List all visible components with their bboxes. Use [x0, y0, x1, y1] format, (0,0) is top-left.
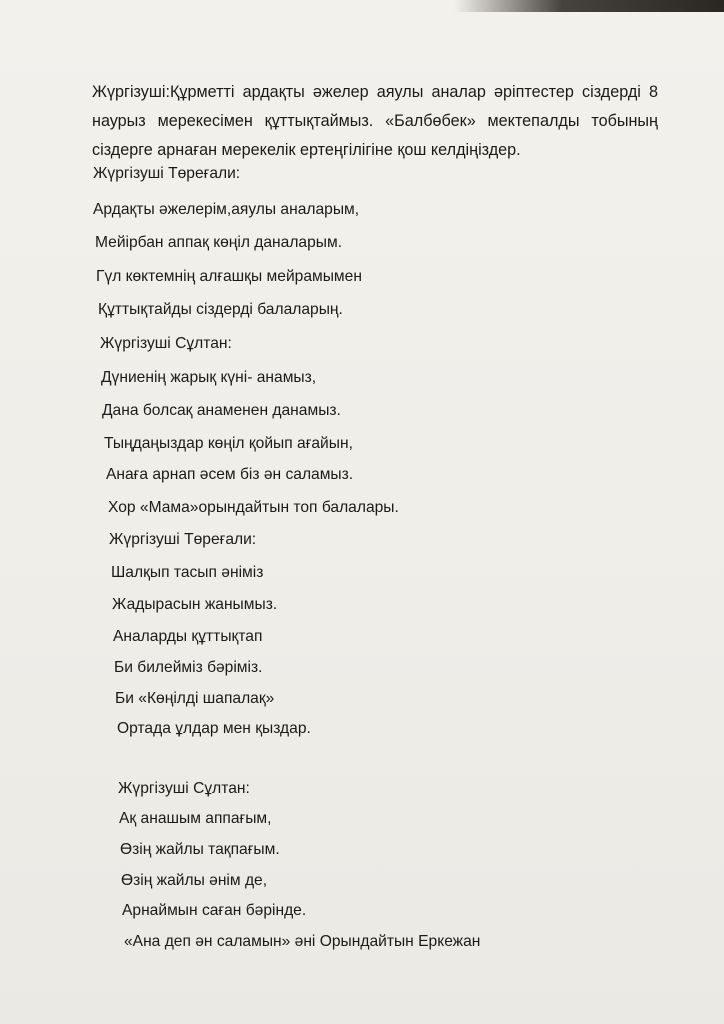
- poem-line: Ақ анашым аппағым,: [119, 810, 272, 827]
- poem-line: Дана болсақ анаменен данамыз.: [102, 402, 341, 419]
- performance-line: Би «Көңілді шапалақ»: [115, 690, 275, 707]
- scan-edge-shadow: [454, 0, 724, 12]
- poem-line: Мейірбан аппақ көңіл даналарым.: [95, 234, 343, 251]
- performance-line: Хор «Мама»орындайтын топ балалары.: [108, 499, 399, 516]
- poem-line: Дүниенің жарық күні- анамыз,: [101, 369, 317, 386]
- poem-line: Аналарды құттықтап: [113, 628, 263, 645]
- poem-line: Гүл көктемнің алғашқы мейрамымен: [96, 268, 362, 285]
- speaker-line: Жүргізуші Сұлтан:: [100, 335, 232, 352]
- poem-line: Өзің жайлы әнім де,: [121, 872, 268, 889]
- intro-paragraph: Жүргізуші:Құрметті ардақты әжелер аяулы аналар әріптестер сіздерді 8 наурыз мерекесімен құттықтаймыз. «Балбөбек» мектепалды тобының сіздерге арнаған мерекелік ертеңгілігіне қош келдіңіздер.: [92, 83, 658, 159]
- poem-line: Ортада ұлдар мен қыздар.: [117, 720, 311, 737]
- poem-line: Ардақты әжелерім,аяулы аналарым,: [93, 201, 360, 218]
- poem-line: Құттықтайды сіздерді балаларың.: [98, 301, 343, 318]
- speaker-line: Жүргізуші Төреғали:: [93, 165, 241, 182]
- poem-line: Арнаймын саған бәрінде.: [122, 902, 307, 919]
- speaker-line: Жүргізуші Төреғали:: [109, 531, 257, 548]
- speaker-line: Жүргізуші Сұлтан:: [118, 780, 250, 797]
- poem-line: Би билейміз бәріміз.: [114, 659, 263, 676]
- poem-line: Жадырасын жанымыз.: [112, 596, 278, 613]
- poem-line: Өзің жайлы тақпағым.: [120, 841, 280, 858]
- poem-line: Тыңдаңыздар көңіл қойып ағайын,: [104, 435, 353, 452]
- poem-line: Анаға арнап әсем біз ән саламыз.: [106, 466, 354, 483]
- poem-line: Шалқып тасып әніміз: [111, 564, 264, 581]
- performance-line: «Ана деп ән саламын» әні Орындайтын Еркежан: [124, 933, 481, 950]
